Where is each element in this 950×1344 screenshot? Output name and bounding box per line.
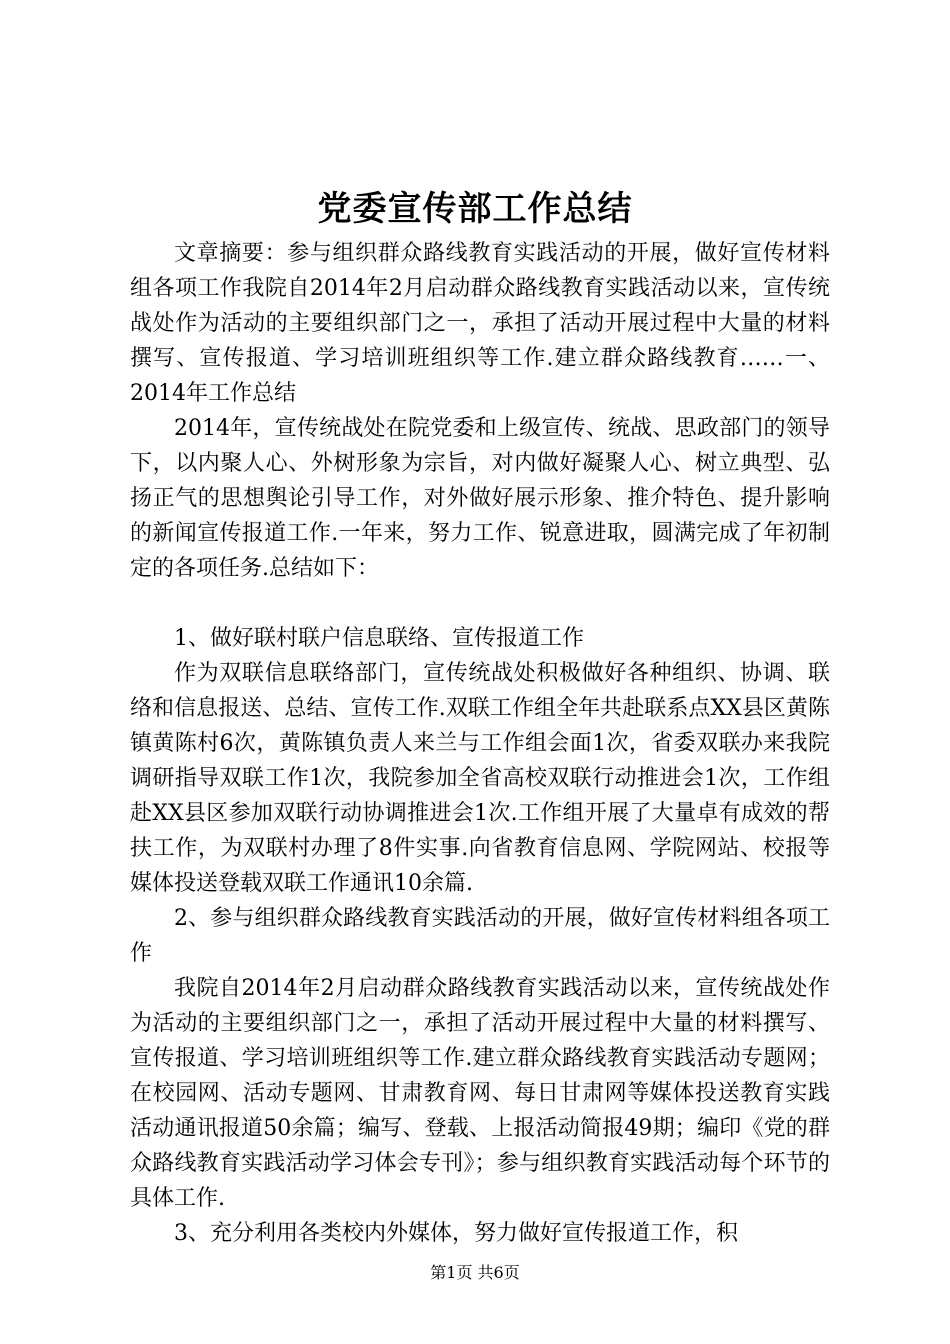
document-body — [130, 236, 830, 1251]
document-title: 党委宣传部工作总结 — [317, 189, 633, 229]
section-heading-3: 3、充分利用各类校内外媒体，努力做好宣传报道工作，积 — [174, 1221, 738, 1246]
summary-paragraph: 2014年，宣传统战处在院党委和上级宣传、统战、思政部门的领导下，以内聚人心、外树形象为宗旨，对内做好凝聚人心、树立典型、弘扬正气的思想舆论引导工作，对外做好展示形象、推介特色、提升影响的新闻宣传报道工作.一年来，努力工作、锐意进取，圆满完成了年初制定的各项任务.总结如下： — [130, 416, 830, 581]
section-paragraph-2: 我院自2014年2月启动群众路线教育实践活动以来，宣传统战处作为活动的主要组织部门之一，承担了活动开展过程中大量的材料撰写、宣传报道、学习培训班组织等工作.建立群众路线教育实践活动专题网；在校园网、活动专题网、甘肃教育网、每日甘肃网等媒体投送教育实践活动通讯报道50余篇；编写、登载、上报活动简报49期；编印《党的群众路线教育实践活动学习体会专刊》；参与组织教育实践活动每个环节的具体工作. — [130, 976, 830, 1211]
page-footer: 第1页 共6页 — [430, 1263, 520, 1282]
abstract-paragraph: 文章摘要：参与组织群众路线教育实践活动的开展，做好宣传材料组各项工作我院自2014年2月启动群众路线教育实践活动以来，宣传统战处作为活动的主要组织部门之一，承担了活动开展过程中大量的材料撰写、宣传报道、学习培训班组织等工作.建立群众路线教育……一、2014年工作总结 — [130, 241, 830, 406]
section-heading-1: 1、做好联村联户信息联络、宣传报道工作 — [174, 626, 584, 651]
section-paragraph-1: 作为双联信息联络部门，宣传统战处积极做好各种组织、协调、联络和信息报送、总结、宣传工作.双联工作组全年共赴联系点XX县区黄陈镇黄陈村6次，黄陈镇负责人来兰与工作组会面1次，省委双联办来我院调研指导双联工作1次，我院参加全省高校双联行动推进会1次，工作组赴XX县区参加双联行动协调推进会1次.工作组开展了大量卓有成效的帮扶工作，为双联村办理了8件实事.向省教育信息网、学院网站、校报等媒体投送登载双联工作通讯10余篇. — [130, 661, 830, 896]
section-heading-2: 2、参与组织群众路线教育实践活动的开展，做好宣传材料组各项工作 — [130, 906, 830, 966]
paragraph-gap — [130, 586, 830, 621]
